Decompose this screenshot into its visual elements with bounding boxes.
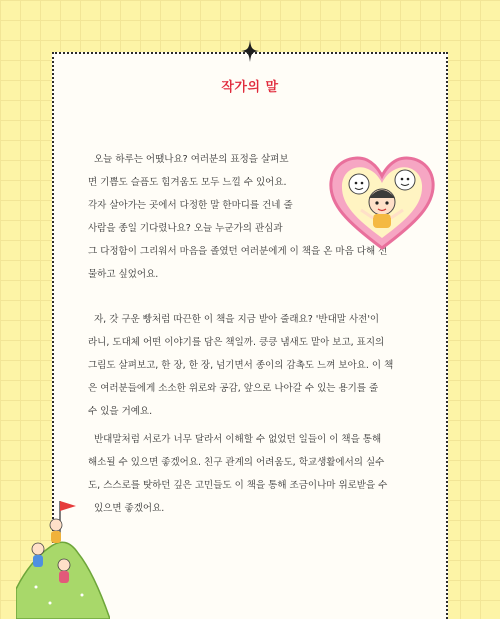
text-line: 라니, 도대체 어떤 이야기를 담은 책일까. 킁킁 냄새도 맡아 보고, 표지의	[88, 337, 385, 348]
heart-illustration	[327, 152, 437, 252]
text-line: 은 여러분들에게 소소한 위로와 공감, 앞으로 나아갈 수 있는 용기를 줄	[88, 383, 379, 394]
paragraph-2	[88, 308, 393, 423]
text-line: 그 다정함이 그리워서 마음을 졸였던 여러분에게 이 책을 온 마음 다해 선	[88, 246, 388, 257]
paragraph-3	[88, 428, 387, 520]
text-line: 그림도 살펴보고, 한 장, 한 장, 넘기면서 종이의 감촉도 느껴 보아요. 이 책	[88, 360, 394, 371]
text-line: 해소될 수 있으면 좋겠어요. 친구 관계의 어려움도, 학교생활에서의 실수	[88, 457, 385, 468]
text-line: 자, 갓 구운 빵처럼 따끈한 이 책을 지금 받아 줄래요? '반대말 사전'이	[94, 314, 380, 325]
text-line: 면 기쁨도 슬픔도 힘겨움도 모두 느낄 수 있어요.	[88, 177, 287, 188]
text-line: 오늘 하루는 어땠나요? 여러분의 표정을 살펴보	[94, 154, 289, 165]
text-line: 사람을 종일 기다렸나요? 오늘 누군가의 관심과	[88, 223, 283, 234]
page-title: 작가의 말	[221, 80, 279, 95]
text-line: 반대말처럼 서로가 너무 달라서 이해할 수 없었던 일들이 이 책을 통해	[94, 434, 382, 445]
text-line: 각자 살아가는 곳에서 다정한 말 한마디를 건네 줄	[88, 200, 293, 211]
text-line: 수 있을 거예요.	[88, 406, 153, 417]
text-line: 있으면 좋겠어요.	[94, 503, 165, 514]
text-line: 도, 스스로를 탓하던 깊은 고민들도 이 책을 통해 조금이나마 위로받을 수	[88, 480, 388, 491]
sparkle-icon	[241, 40, 259, 62]
text-line: 물하고 싶었어요.	[88, 269, 159, 280]
mountain-climbers-illustration	[16, 491, 110, 619]
